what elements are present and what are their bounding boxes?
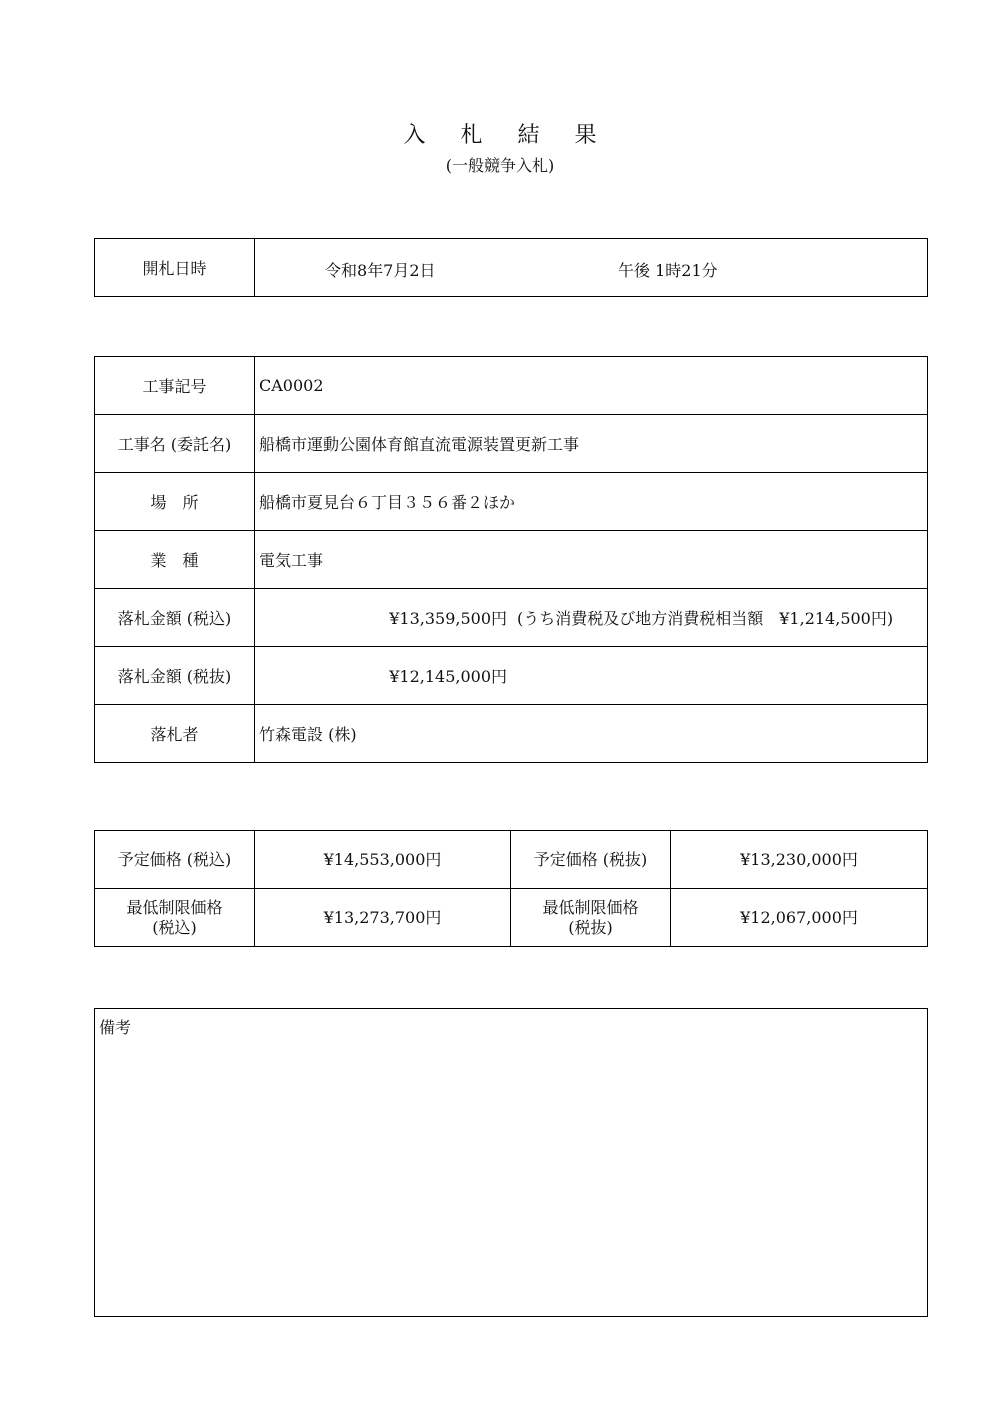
award-incl-label: 落札金額 (税込) bbox=[95, 589, 255, 647]
price-row-planned bbox=[95, 831, 928, 889]
project-name-value: 船橋市運動公園体育館直流電源装置更新工事 bbox=[255, 415, 928, 473]
remarks-row bbox=[95, 1009, 928, 1317]
document-title: 入 札 結 果 bbox=[403, 123, 611, 148]
price-row-minimum bbox=[95, 889, 928, 947]
award-tax-note: (うち消費税及び地方消費税相当額 ¥1,214,500円) bbox=[517, 609, 894, 628]
info-row-award-excl bbox=[95, 647, 928, 705]
info-row-location bbox=[95, 473, 928, 531]
winner-value: 竹森電設 (株) bbox=[255, 705, 928, 763]
location-value: 船橋市夏見台６丁目３５６番２ほか bbox=[255, 473, 928, 531]
info-row-award-incl bbox=[95, 589, 928, 647]
info-row-winner bbox=[95, 705, 928, 763]
info-row-category bbox=[95, 531, 928, 589]
project-info-table bbox=[94, 356, 928, 763]
min-incl-label-line1: 最低制限価格 bbox=[126, 897, 223, 917]
planned-incl-value: ¥14,553,000円 bbox=[255, 831, 511, 889]
award-excl-label: 落札金額 (税抜) bbox=[95, 647, 255, 705]
category-label: 業 種 bbox=[95, 531, 255, 589]
location-label: 場 所 bbox=[95, 473, 255, 531]
award-excl-cell bbox=[255, 647, 928, 705]
planned-excl-value: ¥13,230,000円 bbox=[671, 831, 928, 889]
remarks-table bbox=[94, 1008, 928, 1317]
project-name-label: 工事名 (委託名) bbox=[95, 415, 255, 473]
winner-label: 落札者 bbox=[95, 705, 255, 763]
min-excl-label-line1: 最低制限価格 bbox=[542, 897, 639, 917]
planned-excl-label: 予定価格 (税抜) bbox=[511, 831, 671, 889]
award-incl-amount: ¥13,359,500円 bbox=[389, 609, 507, 628]
min-excl-label bbox=[511, 889, 671, 947]
award-excl-amount: ¥12,145,000円 bbox=[389, 667, 507, 686]
document-subtitle: (一般競争入札) bbox=[445, 156, 555, 175]
opening-value-cell bbox=[255, 239, 928, 297]
opening-time: 午後 1時21分 bbox=[618, 261, 718, 280]
price-table bbox=[94, 830, 928, 947]
opening-label: 開札日時 bbox=[95, 239, 255, 297]
min-incl-label bbox=[95, 889, 255, 947]
min-incl-value: ¥13,273,700円 bbox=[255, 889, 511, 947]
planned-incl-label: 予定価格 (税込) bbox=[95, 831, 255, 889]
project-code-value: CA0002 bbox=[255, 357, 928, 415]
min-excl-label-line2: (税抜) bbox=[568, 917, 613, 937]
min-incl-label-line2: (税込) bbox=[152, 917, 197, 937]
award-incl-cell bbox=[255, 589, 928, 647]
opening-table bbox=[94, 238, 928, 297]
project-code-label: 工事記号 bbox=[95, 357, 255, 415]
remarks-label: 備考 bbox=[99, 1018, 132, 1037]
opening-date: 令和8年7月2日 bbox=[325, 261, 436, 280]
info-row-code bbox=[95, 357, 928, 415]
min-excl-value: ¥12,067,000円 bbox=[671, 889, 928, 947]
remarks-cell bbox=[95, 1009, 928, 1317]
opening-row bbox=[95, 239, 928, 297]
category-value: 電気工事 bbox=[255, 531, 928, 589]
info-row-name bbox=[95, 415, 928, 473]
